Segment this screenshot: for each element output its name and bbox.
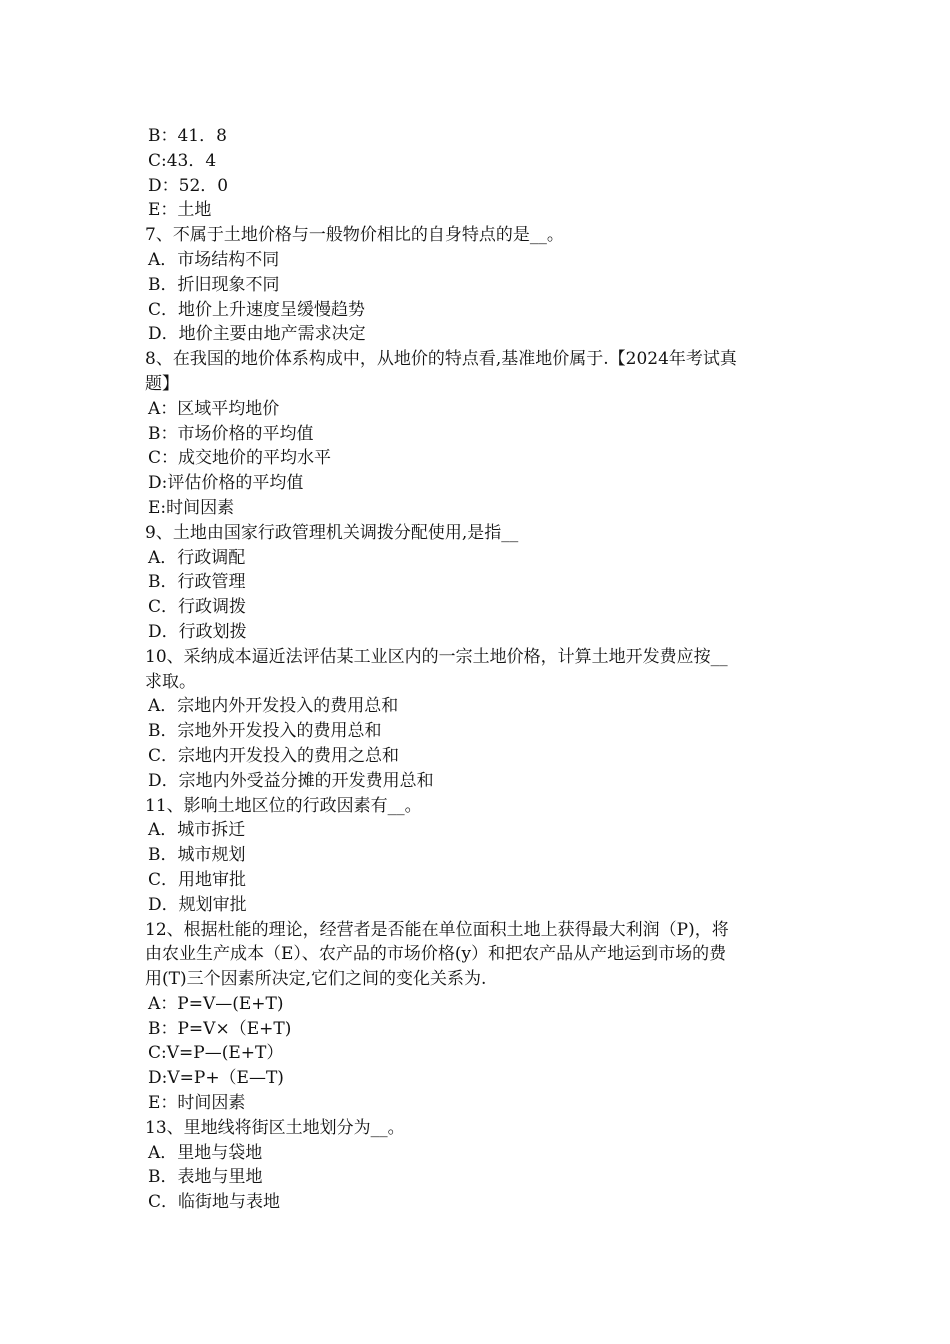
question-text-line: 由农业生产成本（E）、农产品的市场价格(y）和把农产品从产地运到市场的费 xyxy=(145,944,727,965)
answer-option-line: B：市场价格的平均值 xyxy=(148,423,314,444)
answer-option-line: A：区域平均地价 xyxy=(148,398,280,419)
answer-option-line: C:V=P—(E+T） xyxy=(148,1043,284,1064)
question-text-line: 8、在我国的地价体系构成中，从地价的特点看,基准地价属于.【2024年考试真 xyxy=(145,349,737,370)
question-text-line: 11、影响土地区位的行政因素有__。 xyxy=(145,795,422,816)
answer-option-line: B．行政管理 xyxy=(148,572,246,593)
answer-option-line: C：成交地价的平均水平 xyxy=(148,448,332,469)
answer-option-line: D．地价主要由地产需求决定 xyxy=(148,324,366,345)
answer-option-line: D．行政划拨 xyxy=(148,621,247,642)
answer-option-line: B．表地与里地 xyxy=(148,1167,263,1188)
answer-option-line: C．行政调拨 xyxy=(148,597,247,618)
answer-option-line: A．城市拆迁 xyxy=(148,820,246,841)
answer-option-line: A．行政调配 xyxy=(148,547,246,568)
document-page xyxy=(145,124,815,1215)
answer-option-line: E:时间因素 xyxy=(148,497,235,518)
question-text-line: 用(T)三个因素所决定,它们之间的变化关系为. xyxy=(145,969,487,990)
answer-option-line: D:V=P+（E—T) xyxy=(148,1068,284,1089)
question-text-line: 7、不属于土地价格与一般物价相比的自身特点的是__。 xyxy=(145,225,564,246)
answer-option-line: A：P=V—(E+T) xyxy=(148,993,284,1014)
answer-option-line: A．市场结构不同 xyxy=(148,249,280,270)
answer-option-line: D:评估价格的平均值 xyxy=(148,473,304,494)
answer-option-line: B：41．8 xyxy=(148,126,227,146)
question-text-line: 题】 xyxy=(145,373,179,394)
answer-option-line: C:43．4 xyxy=(148,150,217,171)
question-text-line: 求取。 xyxy=(145,671,196,692)
answer-option-line: E：时间因素 xyxy=(148,1093,246,1114)
question-text-line: 13、里地线将街区土地划分为__。 xyxy=(145,1117,405,1138)
question-text-line: 10、采纳成本逼近法评估某工业区内的一宗土地价格，计算土地开发费应按__ xyxy=(145,646,728,667)
answer-option-line: C．用地审批 xyxy=(148,869,247,890)
answer-option-line: A．宗地内外开发投入的费用总和 xyxy=(148,696,399,717)
answer-option-line: B：P=V×（E+T) xyxy=(148,1018,292,1039)
answer-option-line: D：52．0 xyxy=(148,175,229,196)
answer-option-line: B．折旧现象不同 xyxy=(148,274,280,295)
question-text-line: 9、土地由国家行政管理机关调拨分配使用,是指__ xyxy=(145,522,519,543)
answer-option-line: D．宗地内外受益分摊的开发费用总和 xyxy=(148,770,434,791)
answer-option-line: C．地价上升速度呈缓慢趋势 xyxy=(148,299,366,320)
answer-option-line: E：土地 xyxy=(148,200,212,221)
answer-option-line: C．临街地与表地 xyxy=(148,1192,281,1213)
question-text-line: 12、根据杜能的理论，经营者是否能在单位面积土地上获得最大利润（P)，将 xyxy=(145,919,729,940)
answer-option-line: C．宗地内开发投入的费用之总和 xyxy=(148,745,400,766)
answer-option-line: A．里地与袋地 xyxy=(148,1142,263,1163)
answer-option-line: B．宗地外开发投入的费用总和 xyxy=(148,721,382,742)
answer-option-line: D．规划审批 xyxy=(148,894,247,915)
answer-option-line: B．城市规划 xyxy=(148,845,246,866)
